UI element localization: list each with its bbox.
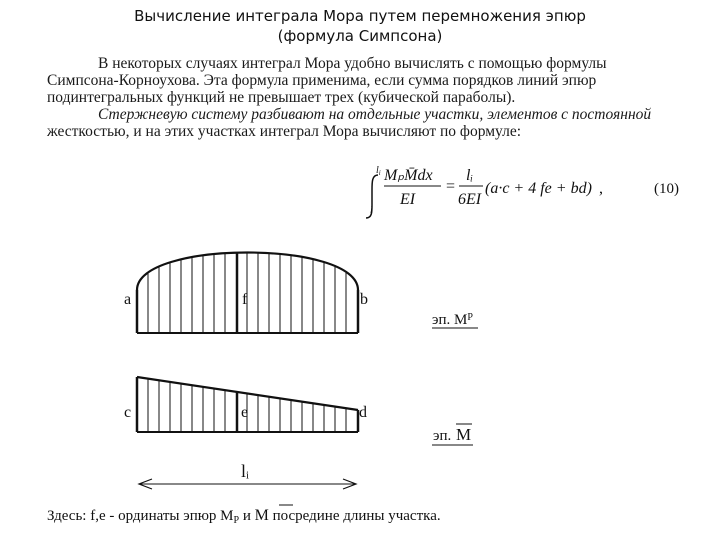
fraction-1-denominator: EI — [400, 191, 416, 208]
length-dimension — [139, 461, 356, 489]
formula-comma: , — [599, 180, 603, 197]
mp-diagram — [137, 253, 358, 334]
fraction-1-numerator: MₚM̄dx — [384, 167, 433, 184]
integral-upper-limit: $l_i$ — [376, 165, 381, 177]
fraction-2-numerator: lᵢ — [466, 167, 473, 184]
m-diagram-label-symbol: M — [456, 425, 472, 444]
point-label-c: c — [124, 404, 132, 421]
body-line-2: Симпсона-Корноухова. Эта формула применима, если сумма порядков линий эпюр — [47, 72, 597, 89]
body-line-4: Стержневую систему разбивают на отдельные участки, элементов с постоянной — [98, 106, 652, 123]
point-label-b: b — [360, 291, 368, 308]
diagram-labels — [124, 291, 478, 445]
integral-lower-limit: l — [370, 205, 373, 216]
body-line-5: жесткостью, и на этих участках интеграл Мора вычисляют по формуле: — [47, 123, 522, 140]
length-label: lᵢ — [241, 461, 249, 481]
formula-expression: (a·c + 4 fe + bd) — [485, 180, 592, 197]
equals-sign: = — [446, 178, 456, 195]
point-label-d: d — [359, 404, 367, 421]
fraction-2-denominator: 6EI — [458, 191, 482, 208]
footer-text: Здесь: f,e - ординаты эпюр $M_P$ и M посредине длины участка. — [47, 507, 441, 526]
body-line-1: В некоторых случаях интеграл Мора удобно вычислять с помощью формулы — [98, 55, 607, 72]
slide-title-line-1: Вычисление интеграла Мора путем перемножения эпюр — [134, 7, 586, 25]
body-line-3: подинтегральных функций не превышает трех (кубической параболы). — [47, 89, 516, 106]
m-diagram-label-prefix: эп. — [433, 428, 452, 444]
point-label-a: a — [124, 291, 132, 308]
mohr-formula — [366, 165, 679, 218]
footer-m-symbol: M — [254, 507, 269, 524]
mp-diagram-label: эп. $M^P$ — [432, 312, 473, 328]
formula-number: (10) — [654, 181, 679, 197]
slide-title-line-2: (формула Симпсона) — [277, 27, 443, 45]
point-label-f: f — [242, 291, 248, 308]
point-label-e: e — [241, 404, 249, 421]
footer-note — [47, 505, 441, 526]
